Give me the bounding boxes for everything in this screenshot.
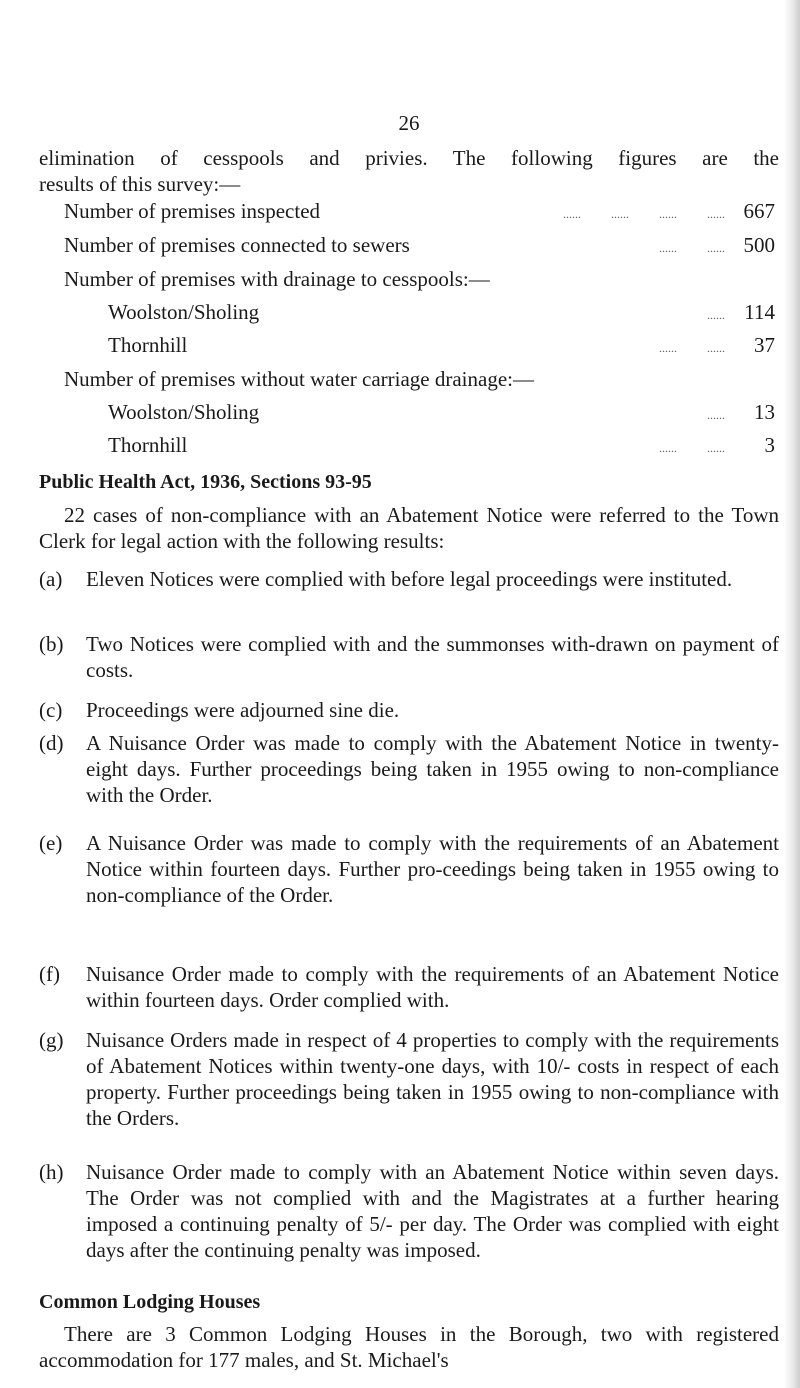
figure-label: Woolston/Sholing — [108, 300, 260, 324]
list-marker: (e) — [39, 831, 63, 855]
list-text: Proceedings were adjourned sine die. — [86, 698, 400, 722]
dot-leader: ...... ...... — [659, 241, 725, 255]
list-text: A Nuisance Order was made to comply with the Abatement Notice in twenty-eight days. Further proceedings being taken in 1955 owing to non-compliance with the Order. — [86, 731, 779, 807]
figure-label: Thornhill — [108, 433, 188, 457]
list-marker: (g) — [39, 1028, 64, 1052]
list-text: A Nuisance Order was made to comply with the requirements of an Abatement Notice within fourteen days. Further pro-ceedings being taken in 1955 owing to non-compliance of the Order. — [86, 831, 779, 907]
figure-value: 3 — [764, 433, 775, 457]
list-marker: (b) — [39, 632, 64, 656]
figure-label: Number of premises connected to sewers — [64, 233, 410, 257]
figure-heading-cesspools: Number of premises with drainage to cesspools:— — [64, 267, 490, 291]
figure-row-sewers — [64, 232, 775, 258]
dot-leader: ...... — [707, 308, 725, 322]
figure-row-inspected — [64, 198, 775, 224]
list-marker: (a) — [39, 567, 63, 591]
intro-line-1: elimination of cesspools and privies. The following figures are the — [39, 146, 779, 170]
list-marker: (c) — [39, 698, 63, 722]
list-text: Nuisance Order made to comply with the requirements of an Abatement Notice within fourteen days. Order complied with. — [86, 962, 779, 1012]
figure-value: 500 — [743, 233, 775, 257]
list-text: Nuisance Order made to comply with an Abatement Notice within seven days. The Order was not complied with and the Magistrates at a further hearing imposed a continuing penalty of 5/- per day. The Order was complied with eight days after the continuing penalty was imposed. — [86, 1160, 779, 1262]
page-number: 26 — [398, 111, 420, 135]
list-marker: (f) — [39, 962, 60, 986]
list-item-g — [39, 1027, 779, 1131]
section-heading-lodging: Common Lodging Houses — [39, 1291, 261, 1313]
list-text: Nuisance Orders made in respect of 4 properties to comply with the requirements of Abatement Notices within twenty-one days, with 10/- costs in respect of each property. Further proceedings being taken in 1955 owing to non-compliance with the Orders. — [86, 1028, 779, 1130]
figure-value: 114 — [744, 300, 775, 324]
page-edge-shadow — [784, 0, 800, 1388]
list-text: Two Notices were complied with and the summonses with-drawn on payment of costs. — [86, 632, 779, 682]
intro-line-2: results of this survey:— — [39, 172, 241, 196]
figure-label: Thornhill — [108, 333, 188, 357]
figure-row-no-water-thornhill — [108, 432, 775, 458]
list-item-d — [39, 730, 779, 808]
figure-value: 667 — [743, 199, 775, 223]
list-item-f — [39, 961, 779, 1013]
figure-row-cesspools-woolston — [108, 299, 775, 325]
list-item-h — [39, 1159, 779, 1263]
figure-value: 37 — [754, 333, 775, 357]
list-text: Eleven Notices were complied with before legal proceedings were instituted. — [86, 567, 733, 591]
figure-label: Woolston/Sholing — [108, 400, 260, 424]
intro-paragraph — [39, 145, 779, 197]
dot-leader: ...... ...... ...... ...... — [563, 207, 725, 221]
figure-heading-no-water: Number of premises without water carriage drainage:— — [64, 367, 534, 391]
list-marker: (h) — [39, 1160, 64, 1184]
dot-leader: ...... ...... — [659, 341, 725, 355]
figure-row-cesspools-thornhill — [108, 332, 775, 358]
section-heading-public-health: Public Health Act, 1936, Sections 93-95 — [39, 471, 372, 493]
list-item-b — [39, 631, 779, 683]
figure-row-no-water-woolston — [108, 399, 775, 425]
figure-label: Number of premises inspected — [64, 199, 321, 223]
figure-value: 13 — [754, 400, 775, 424]
list-item-a — [39, 566, 779, 592]
list-item-c — [39, 697, 779, 723]
list-marker: (d) — [39, 731, 64, 755]
list-item-e — [39, 830, 779, 908]
dot-leader: ...... — [707, 408, 725, 422]
lodging-paragraph: There are 3 Common Lodging Houses in the Borough, two with registered accommodation for 177 males, and St. Michael's — [39, 1322, 779, 1372]
public-health-intro: 22 cases of non-compliance with an Abatement Notice were referred to the Town Clerk for legal action with the following results: — [39, 503, 779, 553]
dot-leader: ...... ...... — [659, 441, 725, 455]
